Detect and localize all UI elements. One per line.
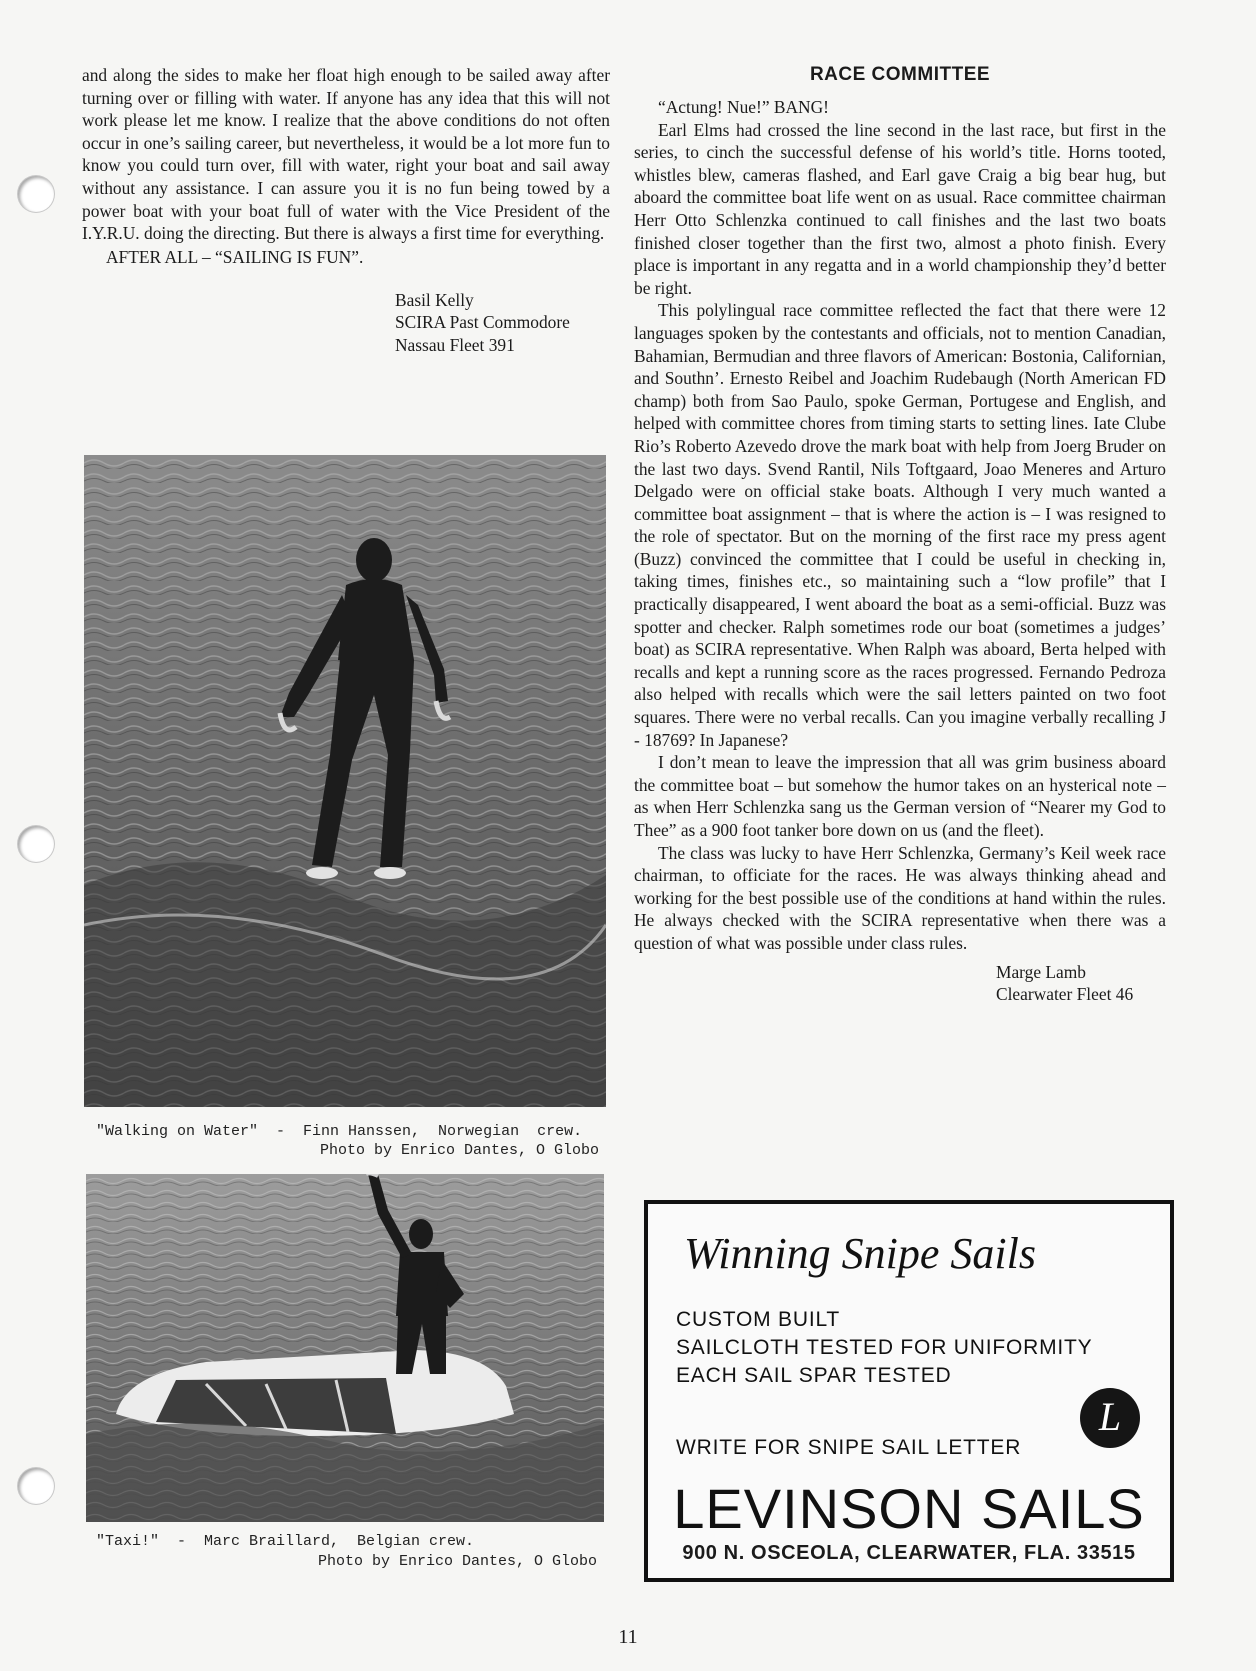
ad-title: Winning Snipe Sails xyxy=(684,1229,1036,1278)
ad-feature-3: EACH SAIL SPAR TESTED xyxy=(676,1364,952,1387)
signature-name: Marge Lamb xyxy=(996,961,1086,982)
photo-1-caption-line-2: Photo by Enrico Dantes, O Globo xyxy=(320,1142,600,1159)
left-paragraph: and along the sides to make her float high enough to be sailed away after turning over or filling with water. If anyone has any idea that this will not work please let me know. I realize that the above conditions do not often occur in one’s sailing career, but nevertheless, it would be a lot more fun to know you could turn over, fill with water, right your boat and sail away without any assistance. I can assure you it is no fun being towed by a power boat with your boat full of water with the Vice President of the I.Y.R.U. doing the directing. But there is always a first time for everything. xyxy=(82,65,610,244)
photo-taxi xyxy=(86,1174,604,1522)
page-number: 11 xyxy=(618,1626,638,1648)
paragraph-1: “Actung! Nue!” BANG! xyxy=(658,97,829,117)
paragraph-5: The class was lucky to have Herr Schlenzka, Germany’s Keil week race chairman, to officiate for the races. He was always thinking ahead and working for the best possible use of the conditions at hand within the rules. He always checked with the SCIRA representative when there was a question of what was possible under class rules. xyxy=(634,842,1166,953)
photo-walking-on-water-image xyxy=(84,455,606,1107)
punch-hole-middle xyxy=(18,826,54,862)
left-signature xyxy=(395,289,610,357)
photo-1-caption-line-1: "Walking on Water" - Finn Hanssen, Norwegian crew. xyxy=(96,1123,583,1140)
punch-hole-bottom xyxy=(18,1468,54,1504)
signature-name: Basil Kelly xyxy=(395,289,474,310)
advertisement-box xyxy=(644,1200,1174,1582)
right-column xyxy=(634,64,1166,1006)
paragraph-4: I don’t mean to leave the impression that all was grim business aboard the committee boat – but somehow the humor takes on an hysterical note – as when Herr Schlenzka sang us the German version of “Nearer my God to Thee” as a 900 foot tanker bore down on us (and the fleet). xyxy=(634,752,1166,840)
levinson-logo-icon: L xyxy=(1080,1388,1140,1448)
ad-address: 900 N. OSCEOLA, CLEARWATER, FLA. 33515 xyxy=(682,1542,1136,1564)
paragraph-2: Earl Elms had crossed the line second in the last race, but first in the series, to cinch the successful defense of his world’s title. Horns tooted, whistles blew, cameras flashed, and Earl gave Craig a big bear hug, but aboard the committee boat life went on as usual. Race committee chairman Herr Otto Schlenzka continued to call finishes and the last two boats finished closer together than the first two, almost a photo finish. Every place is important in any regatta and in a world championship they’d better be right. xyxy=(634,119,1166,298)
ad-feature-2: SAILCLOTH TESTED FOR UNIFORMITY xyxy=(676,1336,1093,1359)
signature-fleet: Clearwater Fleet 46 xyxy=(996,984,1134,1005)
signature-fleet: Nassau Fleet 391 xyxy=(395,334,515,355)
ad-call-to-action: WRITE FOR SNIPE SAIL LETTER xyxy=(676,1436,1022,1459)
ad-brand-name: LEVINSON SAILS xyxy=(673,1477,1145,1540)
paragraph-3: This polylingual race committee reflected the fact that there were 12 languages spoken by the contestants and officials, not to mention Canadian, Bahamian, Bermudian and three flavors of American: Bostonia, Californian, and Southn’. Ernesto Reibel and Joachim Rudebaugh (North American FD champ) both from Sao Paulo, spoke German, Portugese and English, and helped with committee chores from timing starts to setting lines. Iate Clube Rio’s Roberto Azevedo drove the mark boat with help from Joerg Bruder on the last two days. Svend Rantil, Nils Toftgaard, Joao Meneres and Arturo Delgado were on official stake boats. Although I very much wanted a committee boat assignment – that is where the action is – I was resigned to the role of spectator. But on the morning of the first race my press agent (Buzz) convinced the committee that I could be useful in checking in, taking times, finishes etc., so maintaining such a “low profile” that I practically disappeared, I went aboard the boat as a semi-official. Buzz was spotter and checker. Ralph sometimes rode our boat (sometimes a judges’ boat) as SCIRA representative. When Ralph was aboard, Berta helped with recalls and kept a running score as the races progressed. Fernando Pedroza also helped with recalls which were the sail letters painted on two foot squares. There were no verbal recalls. Can you imagine verbally recalling J - 18769? In Japanese? xyxy=(634,300,1166,750)
ad-feature-1: CUSTOM BUILT xyxy=(676,1308,841,1331)
photo-taxi-image xyxy=(86,1174,604,1522)
photo-2-caption-line-1: "Taxi!" - Marc Braillard, Belgian crew. xyxy=(96,1533,475,1550)
photo-walking-on-water xyxy=(84,455,606,1107)
right-signature xyxy=(996,961,1166,1006)
closing-line: AFTER ALL – “SAILING IS FUN”. xyxy=(106,246,364,267)
signature-title: SCIRA Past Commodore xyxy=(395,312,570,333)
photo-2-caption-line-2: Photo by Enrico Dantes, O Globo xyxy=(318,1553,598,1570)
section-heading: RACE COMMITTEE xyxy=(809,64,991,85)
left-column xyxy=(82,64,610,357)
punch-hole-top xyxy=(18,176,54,212)
